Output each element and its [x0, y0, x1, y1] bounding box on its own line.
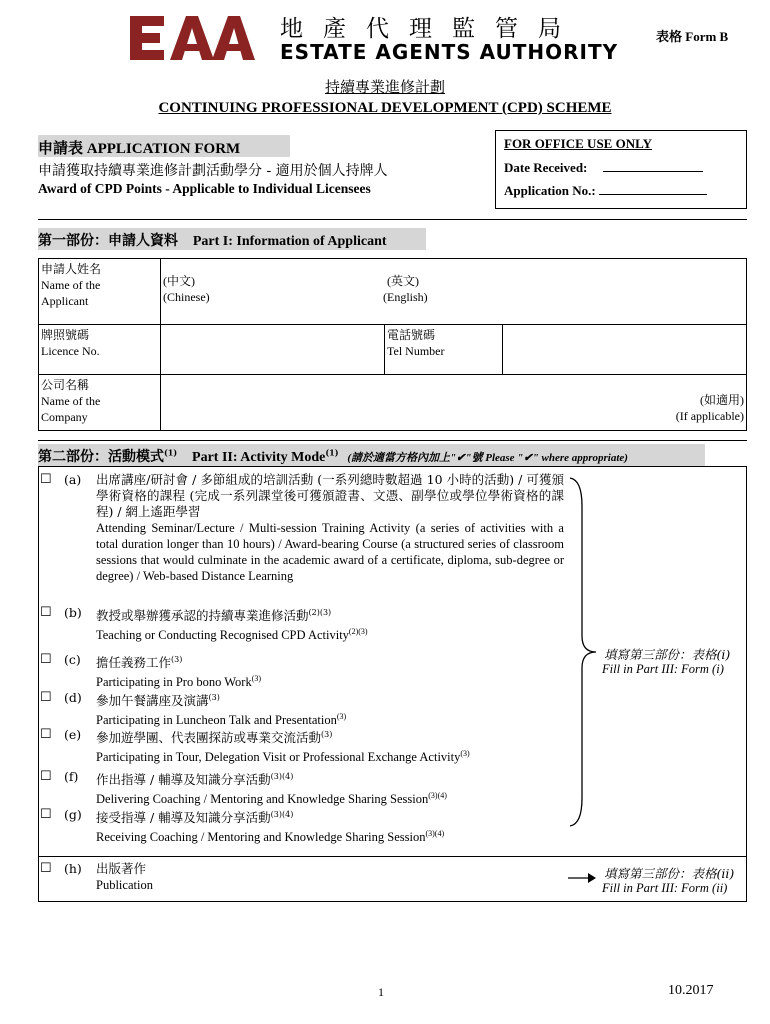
- item-en: Delivering Coaching / Mentoring and Knowledge Sharing Session: [96, 792, 429, 807]
- activity-item-g: [40, 807, 564, 845]
- item-zh: 擔任義務工作: [96, 655, 172, 671]
- fill-form-i-zh: 填寫第三部份：表格(i): [604, 647, 731, 662]
- application-no-field[interactable]: [599, 183, 707, 195]
- fill-form-ii-en: Fill in Part III: Form (ii): [602, 881, 728, 895]
- item-en: Receiving Coaching / Mentoring and Knowledge Sharing Session: [96, 830, 426, 845]
- date-received-field[interactable]: [603, 160, 703, 172]
- name-label-zh: 申請人姓名: [41, 262, 102, 276]
- company-label-cell: [39, 375, 161, 431]
- if-applicable-en: (If applicable): [675, 409, 744, 423]
- item-zh: 參加遊學團、代表團探訪或專業交流活動: [96, 730, 322, 746]
- item-letter: (e): [64, 727, 82, 742]
- part1-heading: [38, 228, 426, 250]
- item-letter: (d): [64, 690, 82, 705]
- item-note: (3)(4): [428, 791, 447, 801]
- right-brace-icon: [568, 476, 598, 828]
- item-en: Teaching or Conducting Recognised CPD Activity: [96, 628, 349, 643]
- tel-label-zh: 電話號碼: [387, 328, 436, 342]
- org-name-en: ESTATE AGENTS AUTHORITY: [280, 40, 619, 64]
- eaa-logo: [130, 16, 255, 60]
- activity-item-e: [40, 727, 564, 765]
- activity-item-h: [40, 861, 564, 893]
- if-applicable-zh: (如適用): [700, 393, 744, 407]
- item-note: (3)(4): [425, 829, 445, 839]
- org-name-zh: 地產代理監管局: [280, 16, 581, 42]
- item-note: (3): [251, 674, 262, 684]
- checkbox[interactable]: ☐: [40, 807, 52, 822]
- office-use-title: FOR OFFICE USE ONLY: [504, 136, 652, 151]
- fill-form-ii-zh: 填寫第三部份：表格(ii): [604, 866, 735, 881]
- english-label-zh: (英文): [387, 274, 419, 288]
- checkbox[interactable]: ☐: [40, 727, 52, 742]
- chinese-label-en: (Chinese): [163, 290, 210, 304]
- licence-label-cell: [39, 325, 161, 375]
- application-subtitle-en: Award of CPD Points - Applicable to Individual Licensees: [38, 181, 371, 196]
- part1-heading-zh: 第一部份：申請人資料: [38, 233, 178, 249]
- activity-item-d: [40, 690, 564, 728]
- item-zh: 接受指導 / 輔導及知識分享活動: [96, 810, 271, 826]
- part2-heading: [38, 444, 705, 466]
- note-mark: (1): [325, 447, 339, 458]
- date-received-label: Date Received:: [504, 160, 588, 175]
- part2-instruction: (請於適當方格內加上"✔"號 Please "✔" where appropriate): [347, 452, 628, 464]
- activity-item-c: [40, 652, 564, 690]
- scheme-title-en: CONTINUING PROFESSIONAL DEVELOPMENT (CPD) SCHEME: [158, 100, 612, 116]
- activity-item-b: [40, 605, 564, 643]
- item-en: Participating in Tour, Delegation Visit or Professional Exchange Activity: [96, 750, 461, 765]
- item-note: (3): [171, 655, 183, 664]
- item-letter: (g): [64, 807, 82, 822]
- item-en: Participating in Luncheon Talk and Presentation: [96, 713, 337, 728]
- item-zh: 出席講座/研討會 / 多節組成的培訓活動 (一系列總時數超過 10 小時的活動) / 可獲頒學術資格的課程 (完成一系列課堂後可獲頒證書、文憑、副學位或學位學術資格的課程) / 網上遙距學習: [96, 472, 564, 519]
- company-input-cell[interactable]: [161, 375, 747, 431]
- activity-item-a: [40, 472, 564, 584]
- item-note: (3): [336, 712, 347, 722]
- checkbox[interactable]: ☐: [40, 472, 52, 487]
- tel-label-cell: [385, 325, 503, 375]
- part2-heading-en: Part II: Activity Mode: [192, 450, 326, 465]
- tel-input-cell[interactable]: [503, 325, 747, 375]
- item-letter: (b): [64, 605, 82, 620]
- item-en: Publication: [96, 878, 153, 892]
- page-number: 1: [378, 985, 384, 999]
- item-letter: (h): [64, 861, 82, 876]
- licence-label-zh: 牌照號碼: [41, 328, 90, 342]
- name-label-cell: [39, 259, 161, 325]
- activity-item-f: [40, 769, 564, 807]
- fill-form-i-en: Fill in Part III: Form (i): [602, 662, 724, 676]
- licence-label-en: Licence No.: [41, 344, 100, 358]
- note-mark: (1): [164, 447, 178, 458]
- application-no-label: Application No.:: [504, 183, 596, 198]
- chinese-label-zh: (中文): [163, 274, 195, 288]
- item-note: (2)(3): [308, 608, 332, 617]
- item-letter: (a): [64, 472, 82, 487]
- item-note: (2)(3): [348, 627, 368, 637]
- item-note: (3): [321, 730, 333, 739]
- checkbox[interactable]: ☐: [40, 769, 52, 784]
- item-note: (3)(4): [270, 772, 294, 781]
- checkbox[interactable]: ☐: [40, 690, 52, 705]
- item-note: (3)(4): [270, 810, 294, 819]
- item-en: Participating in Pro bono Work: [96, 675, 252, 690]
- item-zh: 作出指導 / 輔導及知識分享活動: [96, 772, 271, 788]
- item-zh: 教授或舉辦獲承認的持續專業進修活動: [96, 608, 309, 624]
- divider: [38, 440, 747, 441]
- item-en: Attending Seminar/Lecture / Multi-session Training Activity (a series of activities with a total duration longer than 10 hours) / Award-bearing Course (a structured series of classroom sessions that would culminate in the academic award of a certificate, diploma, sub-degree or degree) / Web-based Distance Learning: [96, 521, 564, 583]
- checkbox[interactable]: ☐: [40, 861, 52, 876]
- application-subtitle-zh: 申請獲取持續專業進修計劃活動學分 - 適用於個人持牌人: [38, 163, 388, 179]
- name-label-en: Name of the Applicant: [41, 278, 101, 308]
- checkbox[interactable]: ☐: [40, 652, 52, 667]
- company-label-zh: 公司名稱: [41, 378, 90, 392]
- item-note: (3): [208, 693, 220, 702]
- item-zh: 出版著作: [96, 861, 147, 876]
- divider: [38, 219, 747, 220]
- application-form-heading: 申請表 APPLICATION FORM: [38, 135, 290, 157]
- licence-input-cell[interactable]: [161, 325, 385, 375]
- scheme-title-zh: 持續專業進修計劃: [324, 78, 445, 96]
- company-label-en: Name of the Company: [41, 394, 101, 424]
- divider: [38, 856, 747, 857]
- english-name-label: [383, 273, 428, 305]
- form-tag: 表格 Form B: [656, 29, 729, 44]
- chinese-name-label: [163, 273, 210, 305]
- part1-heading-en: Part I: Information of Applicant: [192, 234, 387, 249]
- applicant-info-table: [38, 258, 747, 431]
- checkbox[interactable]: ☐: [40, 605, 52, 620]
- english-label-en: (English): [383, 290, 428, 304]
- item-zh: 參加午餐講座及演講: [96, 693, 209, 709]
- office-use-box: [495, 130, 747, 209]
- name-input-cell[interactable]: [161, 259, 747, 325]
- form-version-date: 10.2017: [668, 983, 714, 998]
- tel-label-en: Tel Number: [387, 344, 445, 358]
- item-note: (3): [460, 749, 470, 759]
- arrow-right-icon: [566, 872, 596, 884]
- item-letter: (c): [64, 652, 81, 667]
- part2-heading-zh: 第二部份：活動模式: [38, 449, 164, 465]
- item-letter: (f): [64, 769, 79, 784]
